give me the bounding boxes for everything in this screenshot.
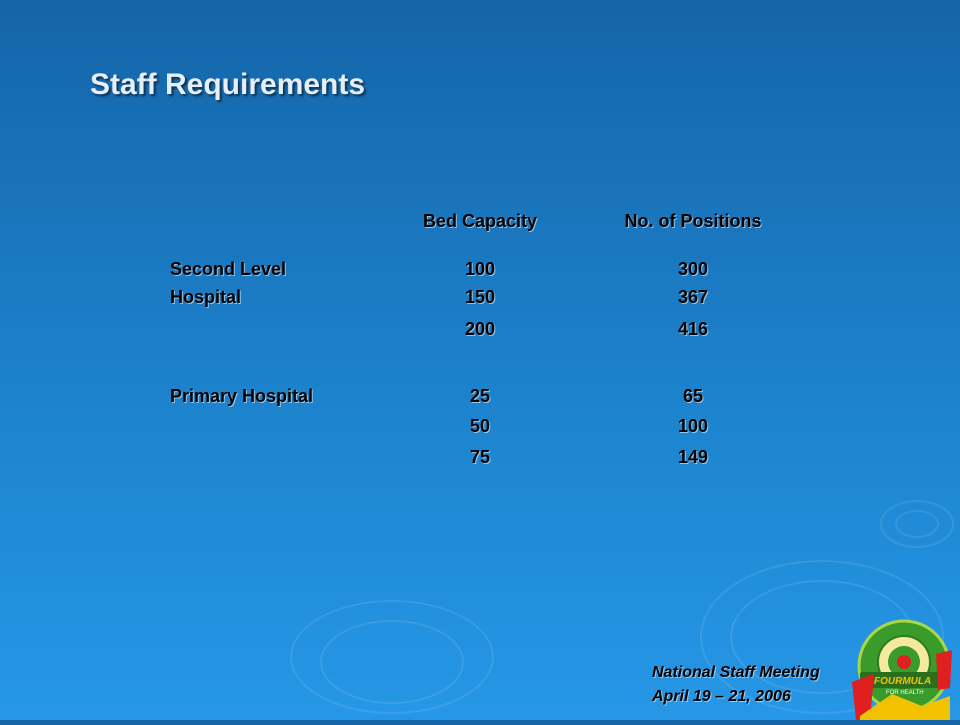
footer-event-name: National Staff Meeting bbox=[652, 664, 820, 681]
column-header-bed-capacity: Bed Capacity bbox=[422, 211, 538, 231]
positions-cell: 300 bbox=[677, 259, 709, 279]
background-ripple bbox=[895, 510, 939, 538]
logo-wordmark: FOURMULA bbox=[874, 676, 932, 687]
fourmula-logo bbox=[852, 616, 952, 720]
positions-cell: 65 bbox=[682, 386, 704, 406]
background-ripple bbox=[320, 620, 464, 704]
bed-capacity-cell: 200 bbox=[464, 319, 496, 339]
bed-capacity-cell: 25 bbox=[469, 386, 491, 406]
footer-event-dates: April 19 – 21, 2006 bbox=[652, 688, 791, 705]
positions-cell: 149 bbox=[677, 447, 709, 467]
row-label: Second Level bbox=[170, 259, 287, 279]
bed-capacity-cell: 50 bbox=[469, 416, 491, 436]
bed-capacity-cell: 150 bbox=[464, 287, 496, 307]
row-label: Hospital bbox=[170, 287, 242, 307]
positions-cell: 367 bbox=[677, 287, 709, 307]
bed-capacity-cell: 75 bbox=[469, 447, 491, 467]
fourmula-logo-graphic bbox=[852, 616, 952, 720]
page-title: Staff Requirements bbox=[90, 68, 366, 101]
positions-cell: 416 bbox=[677, 319, 709, 339]
bed-capacity-cell: 100 bbox=[464, 259, 496, 279]
column-header-positions: No. of Positions bbox=[624, 211, 762, 231]
row-label: Primary Hospital bbox=[170, 386, 314, 406]
positions-cell: 100 bbox=[677, 416, 709, 436]
logo-subtext: FOR HEALTH bbox=[886, 690, 924, 696]
